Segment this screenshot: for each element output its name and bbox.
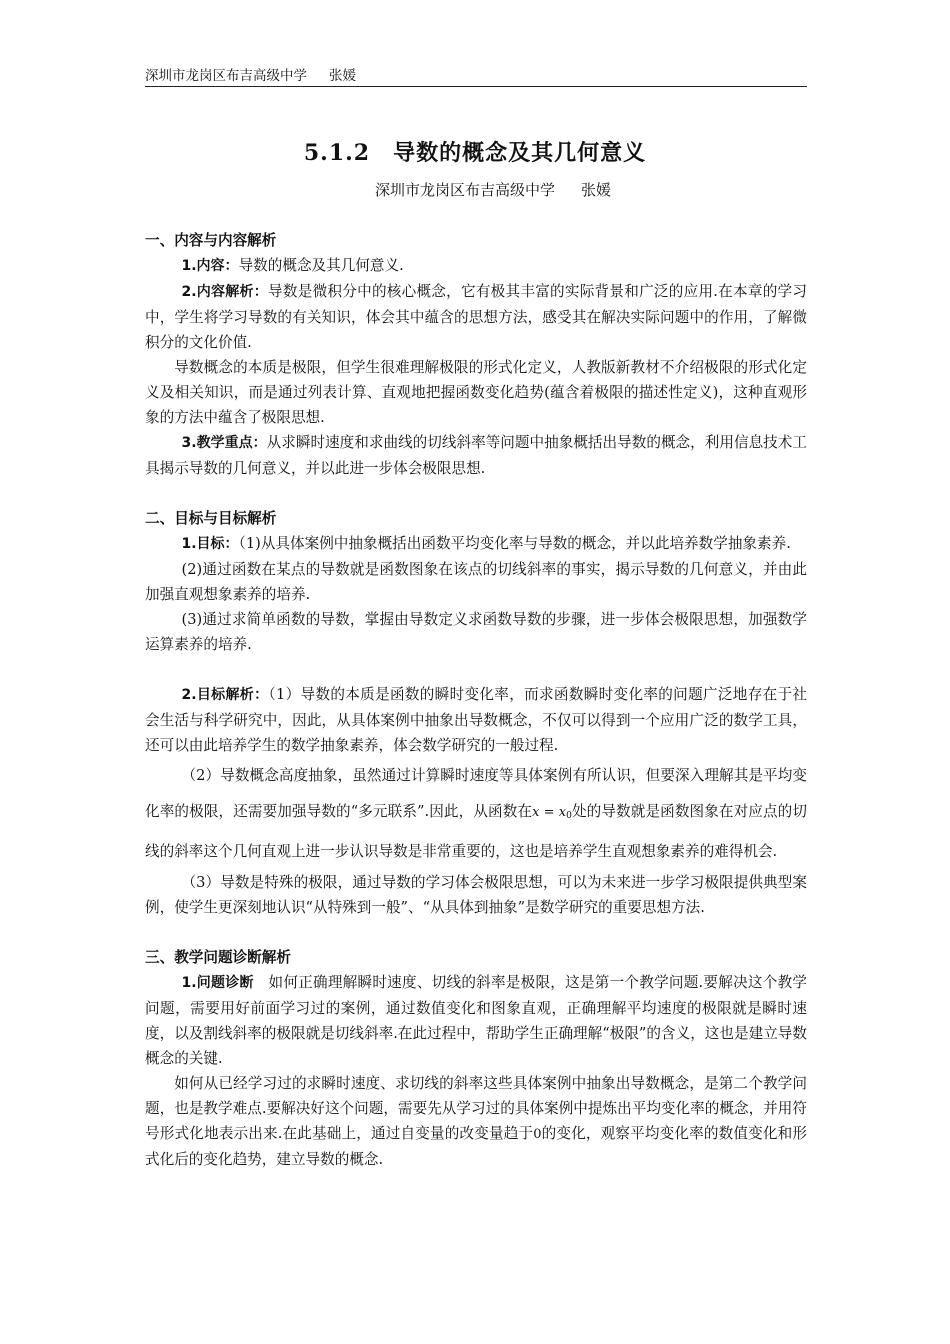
label-diagnosis: 1.问题诊断: [181, 975, 254, 991]
paragraph-teaching-focus: [145, 430, 807, 481]
label-content: 1.内容：: [181, 258, 239, 274]
subtitle-school: 深圳市龙岗区布吉高级中学: [375, 181, 556, 199]
label-goals: 1.目标：: [181, 536, 239, 552]
document-subtitle: [375, 179, 637, 200]
text-goal-analysis-1: （1）导数的本质是函数的瞬时变化率，而求函数瞬时变化率的问题广泛地存在于社会生活与科学研究中，因此，从具体案例中抽象出导数概念，不仅可以得到一个应用广泛的数学工具，还可以由此培养学生的数学抽象素养，体会数学研究的一般过程.: [145, 686, 807, 754]
text-content: 导数的概念及其几何意义.: [238, 257, 404, 274]
section-heading-goals: 二、目标与目标解析: [145, 510, 277, 527]
text-diagnosis-1: 如何正确理解瞬时速度、切线的斜率是极限，这是第一个教学问题.要解决这个教学问题，需要用好前面学习过的案例，通过数值变化和图象直观，正确理解平均速度的极限就是瞬时速度，以及割线斜率的极限就是切线斜率.在此过程中，帮助学生正确理解“极限”的含义，这也是建立导数概念的关键.: [145, 974, 807, 1067]
section-heading-content: 一、内容与内容解析: [145, 232, 277, 249]
paragraph-diagnosis-1: [145, 970, 807, 1071]
text-goal-analysis-2b: 处的导数就是函数图象在对应点的切线的斜率这个几何直观上进一步认识导数是非常重要的，这也是培养学生直观想象素养的难得机会.: [145, 803, 807, 860]
paragraph-diagnosis-2: [145, 1071, 807, 1172]
paragraph-goal-analysis-3: （3）导数是特殊的极限，通过导数的学习体会极限思想，可以为未来进一步学习极限提供典型案例，使学生更深刻地认识“从特殊到一般”、“从具体到抽象”是数学研究的重要思想方法.: [145, 874, 807, 916]
text-goal-1: （1)从具体案例中抽象概括出函数平均变化率与导数的概念，并以此培养数学抽象素养.: [238, 535, 791, 552]
label-goal-analysis: 2.目标解析：: [181, 687, 269, 703]
text-diagnosis-2b: 的变化，观察平均变化率的数值变化和形式化后的变化趋势，建立导数的概念.: [145, 1125, 807, 1168]
subtitle-author: 张媛: [581, 181, 612, 199]
text-teaching-focus: 从求瞬时速度和求曲线的切线斜率等问题中抽象概括出导数的概念，利用信息技术工具揭示导数的几何意义，并以此进一步体会极限思想.: [145, 434, 807, 477]
text-diagnosis-2a: 如何从已经学习过的求瞬时速度、求切线的斜率这些具体案例中抽象出导数概念，是第二个教学问题，也是教学难点.要解决好这个问题，需要先从学习过的具体案例中提炼出平均变化率的概念，并用符号形式化地表示出来.在此基础上，通过自变量的改变量趋于: [145, 1075, 807, 1142]
paragraph-content: [145, 253, 807, 279]
label-content-analysis: 2.内容解析：: [181, 284, 269, 300]
document-title: 5.1.2 导数的概念及其几何意义: [303, 140, 647, 166]
document-body: [145, 228, 807, 1172]
text-goal-analysis-2a: （2）导数概念高度抽象，虽然通过计算瞬时速度等具体案例有所认识，但要深入理解其是平均变化率的极限，还需要加强导数的“多元联系”.因此，从函数在: [145, 767, 807, 820]
paragraph-derivative-essence: 导数概念的本质是极限，但学生很难理解极限的形式化定义，人教版新教材不介绍极限的形式化定义及相关知识，而是通过列表计算、直观地把握函数变化趋势(蕴含着极限的描述性定义)，这种直观形象的方法中蕴含了极限思想.: [145, 359, 807, 426]
section-heading-diagnosis: 三、教学问题诊断解析: [145, 949, 291, 966]
label-teaching-focus: 3.教学重点：: [181, 435, 267, 451]
header-school: 深圳市龙岗区布吉高级中学: [145, 68, 307, 84]
math-zero: 0: [533, 1127, 542, 1142]
paragraph-goal-analysis-1: [145, 682, 807, 758]
paragraph-goal-3: (3)通过求简单函数的导数，掌握由导数定义求函数导数的步骤，进一步体会极限思想，加强数学运算素养的培养.: [145, 611, 807, 653]
page-header: [145, 64, 807, 87]
math-x-equals-x0: $x = x_0$: [532, 805, 572, 821]
header-author: 张媛: [329, 68, 356, 84]
text-content-analysis: 导数是微积分中的核心概念，它有极其丰富的实际背景和广泛的应用.在本章的学习中，学生将学习导数的有关知识，体会其中蕴含的思想方法，感受其在解决实际问题中的作用，了解微积分的文化价值.: [145, 283, 807, 351]
paragraph-goal-2: (2)通过函数在某点的导数就是函数图象在该点的切线斜率的事实，揭示导数的几何意义，并由此加强直观想象素养的培养.: [145, 561, 807, 603]
paragraph-content-analysis: [145, 279, 807, 355]
paragraph-goal-1: [145, 531, 807, 557]
paragraph-goal-analysis-2: [145, 758, 807, 870]
